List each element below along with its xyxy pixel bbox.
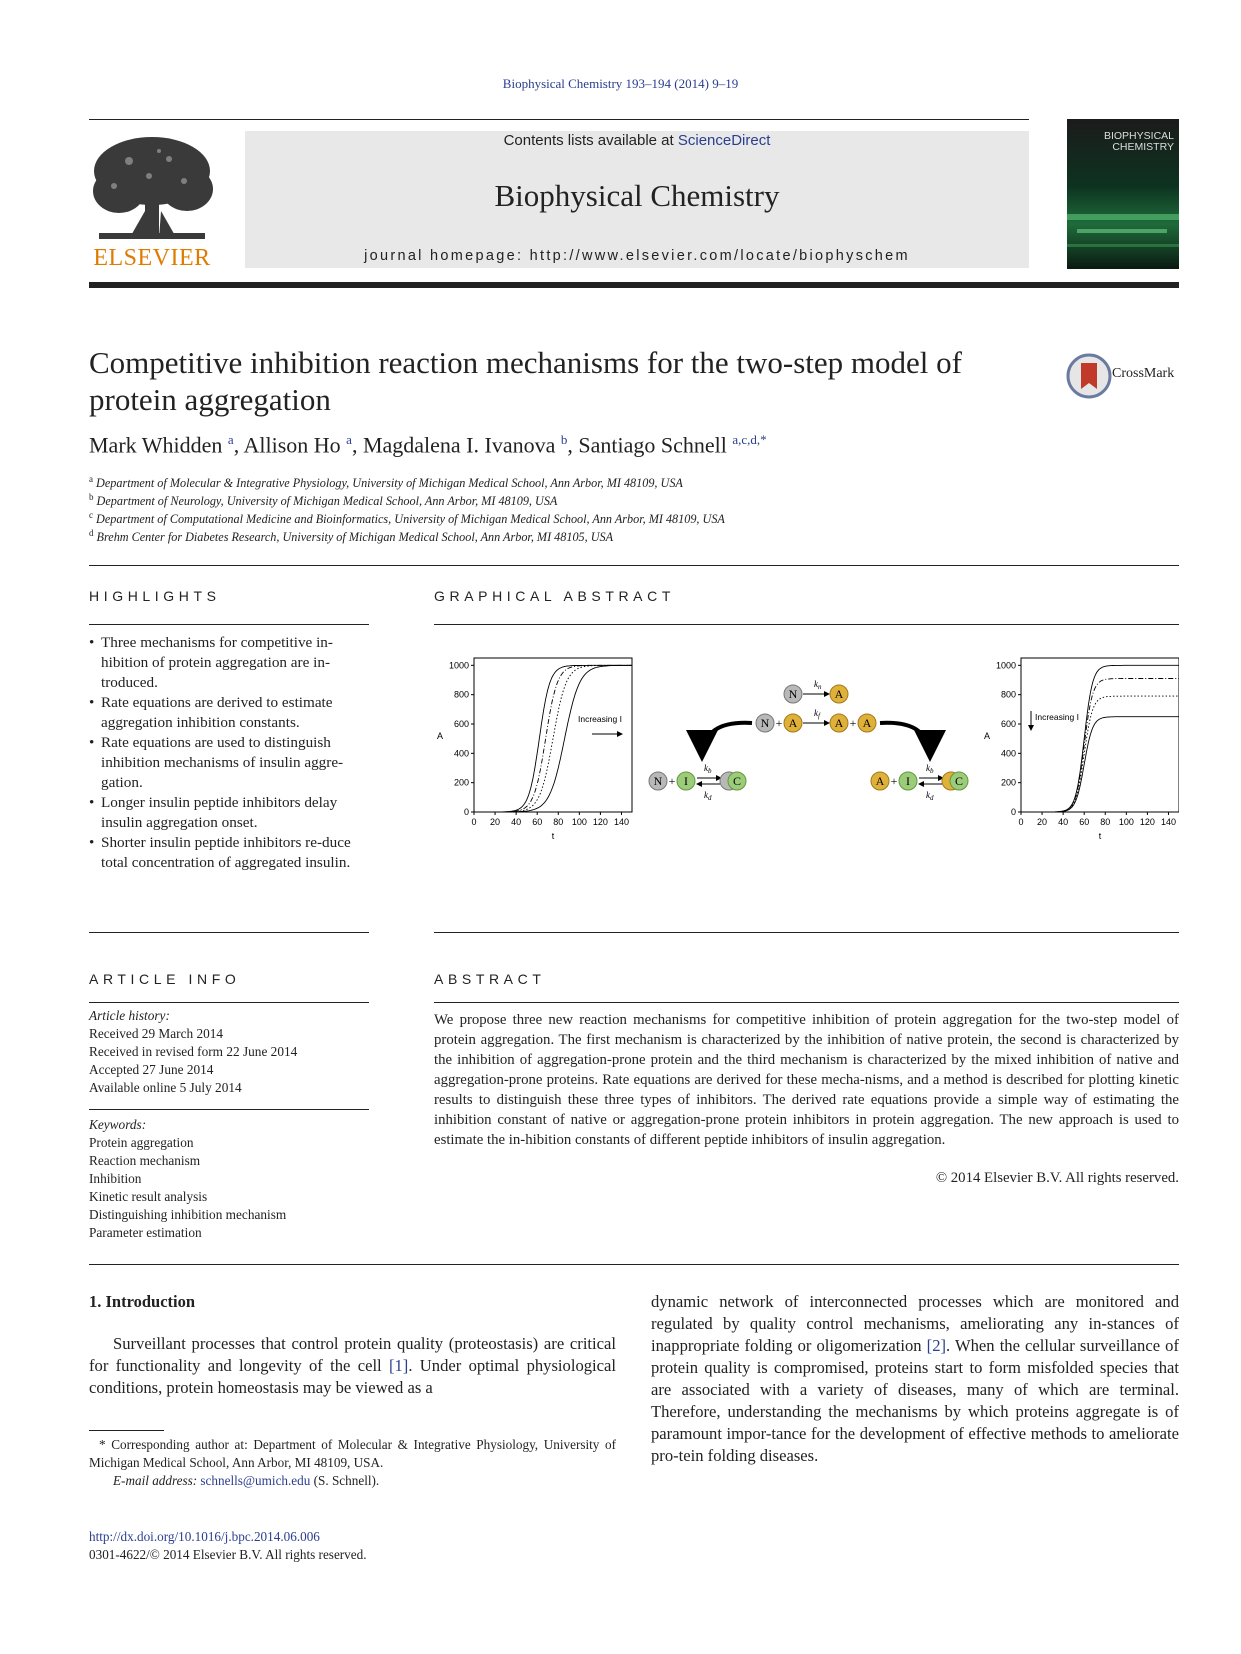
author-separator: ,	[351, 432, 363, 458]
highlights-bottom-rule	[89, 932, 369, 933]
author-affiliation-marker[interactable]: b	[560, 432, 568, 447]
species-i-label: I	[684, 774, 688, 788]
x-axis-label: t	[1098, 831, 1102, 841]
rate-kd-symbol: k	[926, 790, 930, 800]
keyword: Kinetic result analysis	[89, 1189, 208, 1204]
affiliation-marker: b	[89, 492, 94, 502]
article-history-label: Article history:	[89, 1008, 170, 1023]
sciencedirect-link[interactable]: ScienceDirect	[677, 132, 771, 149]
introduction-heading: 1. Introduction	[89, 1292, 196, 1311]
footnote-marker: *	[99, 1437, 106, 1452]
x-tick-label: 80	[553, 817, 564, 827]
corresponding-author-footnote	[89, 1436, 616, 1490]
introduction-paragraph	[89, 1333, 616, 1399]
rate-kf	[814, 708, 821, 720]
chart-frame	[474, 658, 632, 812]
rate-kn-subscript: n	[818, 683, 822, 691]
rate-kd	[704, 790, 712, 802]
keyword: Reaction mechanism	[89, 1153, 201, 1168]
rate-kd-symbol: k	[704, 790, 708, 800]
rate-kb	[926, 763, 934, 775]
kinetic-chart-right	[984, 658, 1179, 841]
kinetic-chart-left	[437, 658, 632, 841]
plus-sign: +	[668, 774, 676, 788]
highlights-list	[89, 633, 371, 873]
x-tick-label: 20	[490, 817, 501, 827]
plus-sign: +	[890, 774, 898, 788]
highlight-item: • Three mechanisms for competitive in-hibition of protein aggregation are in-troduced.	[89, 633, 371, 693]
keyword: Parameter estimation	[89, 1225, 202, 1240]
affiliation-text: Brehm Center for Diabetes Research, University of Michigan Medical School, Ann Arbor, MI 48105, USA	[96, 530, 614, 545]
email-link[interactable]: schnells@umich.edu	[200, 1473, 311, 1488]
affiliation	[89, 474, 683, 491]
keyword: Distinguishing inhibition mechanism	[89, 1207, 287, 1222]
y-tick-label: 200	[453, 777, 469, 788]
affiliation-text: Department of Computational Medicine and Bioinformatics, University of Michigan Medical School, Ann Arbor, MI 48109, USA	[96, 512, 725, 527]
y-axis-label: A	[436, 731, 444, 741]
article-info-heading: ARTICLE INFO	[89, 971, 241, 987]
crossmark-label[interactable]: CrossMark	[1112, 366, 1175, 381]
rate-kf-subscript: f	[818, 712, 820, 720]
cover-title-line2: CHEMISTRY	[1112, 141, 1174, 153]
issn-copyright: 0301-4622/© 2014 Elsevier B.V. All rights reserved.	[89, 1547, 367, 1562]
y-tick-label: 0	[1010, 807, 1016, 817]
species-i-label: I	[906, 774, 910, 788]
footnote-text: Corresponding author at: Department of Molecular & Integrative Physiology, University of Michigan Medical School, Ann Arbor, MI 48109, USA.	[89, 1437, 617, 1470]
keyword: Protein aggregation	[89, 1135, 194, 1150]
intro-text: Surveillant processes that control protein quality (proteostasis) are critical for functionality and longevity of the cell	[89, 1334, 616, 1375]
x-tick-label: 20	[1037, 817, 1048, 827]
x-tick-label: 0	[471, 817, 477, 827]
author-name[interactable]: Magdalena I. Ivanova	[362, 432, 556, 458]
rate-kb	[704, 763, 712, 775]
species-a-label: A	[834, 687, 844, 701]
highlights-heading: HIGHLIGHTS	[89, 588, 221, 604]
section-rule	[89, 565, 1179, 566]
abstract-heading: ABSTRACT	[434, 971, 546, 987]
crossmark-icon[interactable]	[1066, 353, 1112, 399]
left-pathway-arrow	[702, 723, 752, 758]
footnote-rule	[89, 1430, 164, 1431]
y-tick-label: 800	[453, 689, 469, 700]
abstract-copyright: © 2014 Elsevier B.V. All rights reserved.	[935, 1170, 1179, 1186]
history-received: Received 29 March 2014	[89, 1026, 224, 1041]
graphical-abstract-rule	[434, 624, 1179, 625]
reference-link[interactable]: [1]	[388, 1356, 409, 1375]
series-line	[474, 665, 632, 812]
y-tick-label: 1000	[448, 660, 469, 671]
y-axis-label: A	[983, 731, 991, 741]
cover-title	[1104, 131, 1174, 153]
reference-link[interactable]: [2]	[926, 1336, 947, 1355]
journal-cover	[1067, 119, 1179, 269]
x-tick-label: 120	[592, 817, 608, 827]
author-name[interactable]: Santiago Schnell	[578, 432, 727, 458]
email-label: E-mail address:	[113, 1473, 198, 1488]
rate-kd	[926, 790, 934, 802]
history-online: Available online 5 July 2014	[89, 1080, 242, 1095]
rate-kd-subscript: d	[708, 794, 712, 802]
author-separator: ,	[567, 432, 579, 458]
affiliation	[89, 510, 725, 527]
introduction-paragraph-column2	[651, 1291, 1179, 1467]
y-tick-label: 600	[1000, 719, 1016, 729]
chart-annotation: Increasing I	[1035, 712, 1079, 722]
highlight-item: • Longer insulin peptide inhibitors delay insulin aggregation onset.	[89, 793, 371, 833]
y-tick-label: 800	[1000, 689, 1016, 700]
journal-title: Biophysical Chemistry	[494, 178, 780, 213]
species-a-label: A	[875, 774, 885, 788]
history-revised: Received in revised form 22 June 2014	[89, 1044, 298, 1059]
species-n-label: N	[788, 687, 798, 701]
highlights-rule	[89, 624, 369, 625]
right-pathway-arrow	[880, 723, 930, 758]
journal-citation[interactable]: Biophysical Chemistry 193–194 (2014) 9–19	[502, 76, 739, 91]
body-separator-rule	[89, 1264, 1179, 1265]
article-info-rule	[89, 1002, 369, 1003]
journal-homepage-link[interactable]: journal homepage: http://www.elsevier.com/locate/biophyschem	[364, 248, 910, 264]
species-n-label: N	[760, 716, 770, 730]
species-a-label: A	[862, 716, 872, 730]
author-affiliation-marker[interactable]: a,c,d,*	[732, 432, 767, 447]
species-n-label: N	[653, 774, 663, 788]
rate-kn-symbol: k	[814, 679, 818, 689]
rate-kd-subscript: d	[930, 794, 934, 802]
highlight-item: • Rate equations are derived to estimate aggregation inhibition constants.	[89, 693, 371, 733]
affiliation-text: Department of Neurology, University of Michigan Medical School, Ann Arbor, MI 48109, USA	[96, 494, 558, 509]
author-name[interactable]: Allison Ho	[243, 432, 341, 458]
keywords	[89, 1116, 286, 1242]
x-tick-label: 40	[1058, 817, 1069, 827]
elsevier-wordmark: ELSEVIER	[93, 245, 211, 271]
x-tick-label: 140	[1160, 817, 1176, 827]
y-tick-label: 0	[463, 807, 469, 817]
x-tick-label: 100	[1118, 817, 1134, 827]
species-c-label: C	[732, 774, 742, 788]
rate-kb-subscript: b	[930, 767, 934, 775]
author-affiliation-marker[interactable]: a	[346, 432, 352, 447]
history-accepted: Accepted 27 June 2014	[89, 1062, 214, 1077]
x-tick-label: 0	[1018, 817, 1024, 827]
x-tick-label: 60	[1079, 817, 1090, 827]
affiliation	[89, 528, 613, 545]
contents-prefix: Contents lists available at	[503, 132, 678, 149]
rate-kn	[814, 679, 822, 691]
reaction-scheme	[649, 679, 968, 802]
affiliation-text: Department of Molecular & Integrative Physiology, University of Michigan Medical School, Ann Arbor, MI 48109, USA	[96, 476, 683, 491]
article-title: Competitive inhibition reaction mechanisms for the two-step model of protein aggregation	[89, 345, 962, 417]
author-separator: ,	[233, 432, 244, 458]
header-thick-rule	[89, 282, 1179, 288]
author-affiliation-marker[interactable]: a	[227, 432, 234, 447]
y-tick-label: 400	[1000, 748, 1016, 759]
email-suffix: (S. Schnell).	[313, 1473, 380, 1488]
plus-sign: +	[849, 716, 857, 730]
intro-text: . When the cellular surveillance of protein quality is compromised, proteins start to form misfolded species that are associated with a variety of diseases, many of which are terminal. Therefore, understanding the mechanisms by which proteins aggregate is of paramount impor-tance for the development of effective methods to ameliorate pro-tein folding diseases.	[651, 1336, 1179, 1465]
contents-line	[245, 132, 1029, 149]
y-tick-label: 1000	[995, 660, 1016, 671]
rate-kb-symbol: k	[704, 763, 708, 773]
keywords-label: Keywords:	[89, 1117, 147, 1132]
x-tick-label: 120	[1139, 817, 1155, 827]
article-history	[89, 1007, 297, 1097]
highlight-item: • Rate equations are used to distinguish inhibition mechanisms of insulin aggre-gation.	[89, 733, 371, 793]
affiliation-marker: c	[89, 510, 93, 520]
x-tick-label: 60	[532, 817, 543, 827]
abstract-rule	[434, 1002, 1179, 1003]
y-tick-label: 600	[453, 719, 469, 729]
species-a-label: A	[834, 716, 844, 730]
header-rule	[89, 119, 1029, 120]
affiliation-marker: d	[89, 528, 94, 538]
keyword: Inhibition	[89, 1171, 142, 1186]
graphical-abstract-bottom-rule	[434, 932, 1179, 933]
y-tick-label: 400	[453, 748, 469, 759]
cover-title-line1: BIOPHYSICAL	[1103, 130, 1174, 142]
intro-text: . Under optimal physiological conditions, protein homeostasis may be viewed as a	[89, 1356, 616, 1397]
rate-kb-subscript: b	[708, 767, 712, 775]
species-c-label: C	[954, 774, 964, 788]
x-tick-label: 80	[1100, 817, 1111, 827]
series-line	[1021, 665, 1179, 812]
highlight-item: • Shorter insulin peptide inhibitors re-duce total concentration of aggregated insulin.	[89, 833, 371, 873]
x-tick-label: 100	[571, 817, 587, 827]
chart-annotation: Increasing I	[578, 714, 622, 724]
affiliation-marker: a	[89, 474, 93, 484]
graphical-abstract-figure	[434, 640, 1179, 850]
intro-text: dynamic network of interconnected processes which are monitored and regulated by quality control mechanisms, ameliorating any in-stances of inappropriate folding or oligomerization	[651, 1292, 1179, 1355]
doi-link[interactable]: http://dx.doi.org/10.1016/j.bpc.2014.06.006	[89, 1529, 320, 1544]
species-a-label: A	[788, 716, 798, 730]
x-tick-label: 140	[613, 817, 629, 827]
series-line	[1021, 717, 1179, 812]
graphical-abstract-heading: GRAPHICAL ABSTRACT	[434, 588, 675, 604]
abstract-text: We propose three new reaction mechanisms for competitive inhibition of protein aggregation for the two-step model of protein aggregation. The first mechanism is characterized by the inhibition of native protein, the second is characterized by the inhibition of aggregation-prone protein and the third mechanism is characterized by the mixed inhibition of native and aggregation-prone proteins. Rate equations are derived for these mecha-nisms, and a method is described for plotting kinetic results to distinguish these three types of inhibitors. The derived rate equations provide a simple way of estimating the inhibition constant of native or aggregation-prone protein inhibitors in protein aggregation. The new approach is used to estimate the in-hibition constants of different peptide inhibitors of insulin aggregation.	[434, 1012, 1179, 1148]
rate-kb-symbol: k	[926, 763, 930, 773]
affiliation	[89, 492, 557, 509]
rate-kf-symbol: k	[814, 708, 818, 718]
plus-sign: +	[775, 716, 783, 730]
y-tick-label: 200	[1000, 777, 1016, 788]
x-tick-label: 40	[511, 817, 522, 827]
keywords-rule	[89, 1109, 369, 1110]
x-axis-label: t	[551, 831, 555, 841]
author-list	[89, 432, 767, 458]
author-name[interactable]: Mark Whidden	[89, 432, 223, 458]
